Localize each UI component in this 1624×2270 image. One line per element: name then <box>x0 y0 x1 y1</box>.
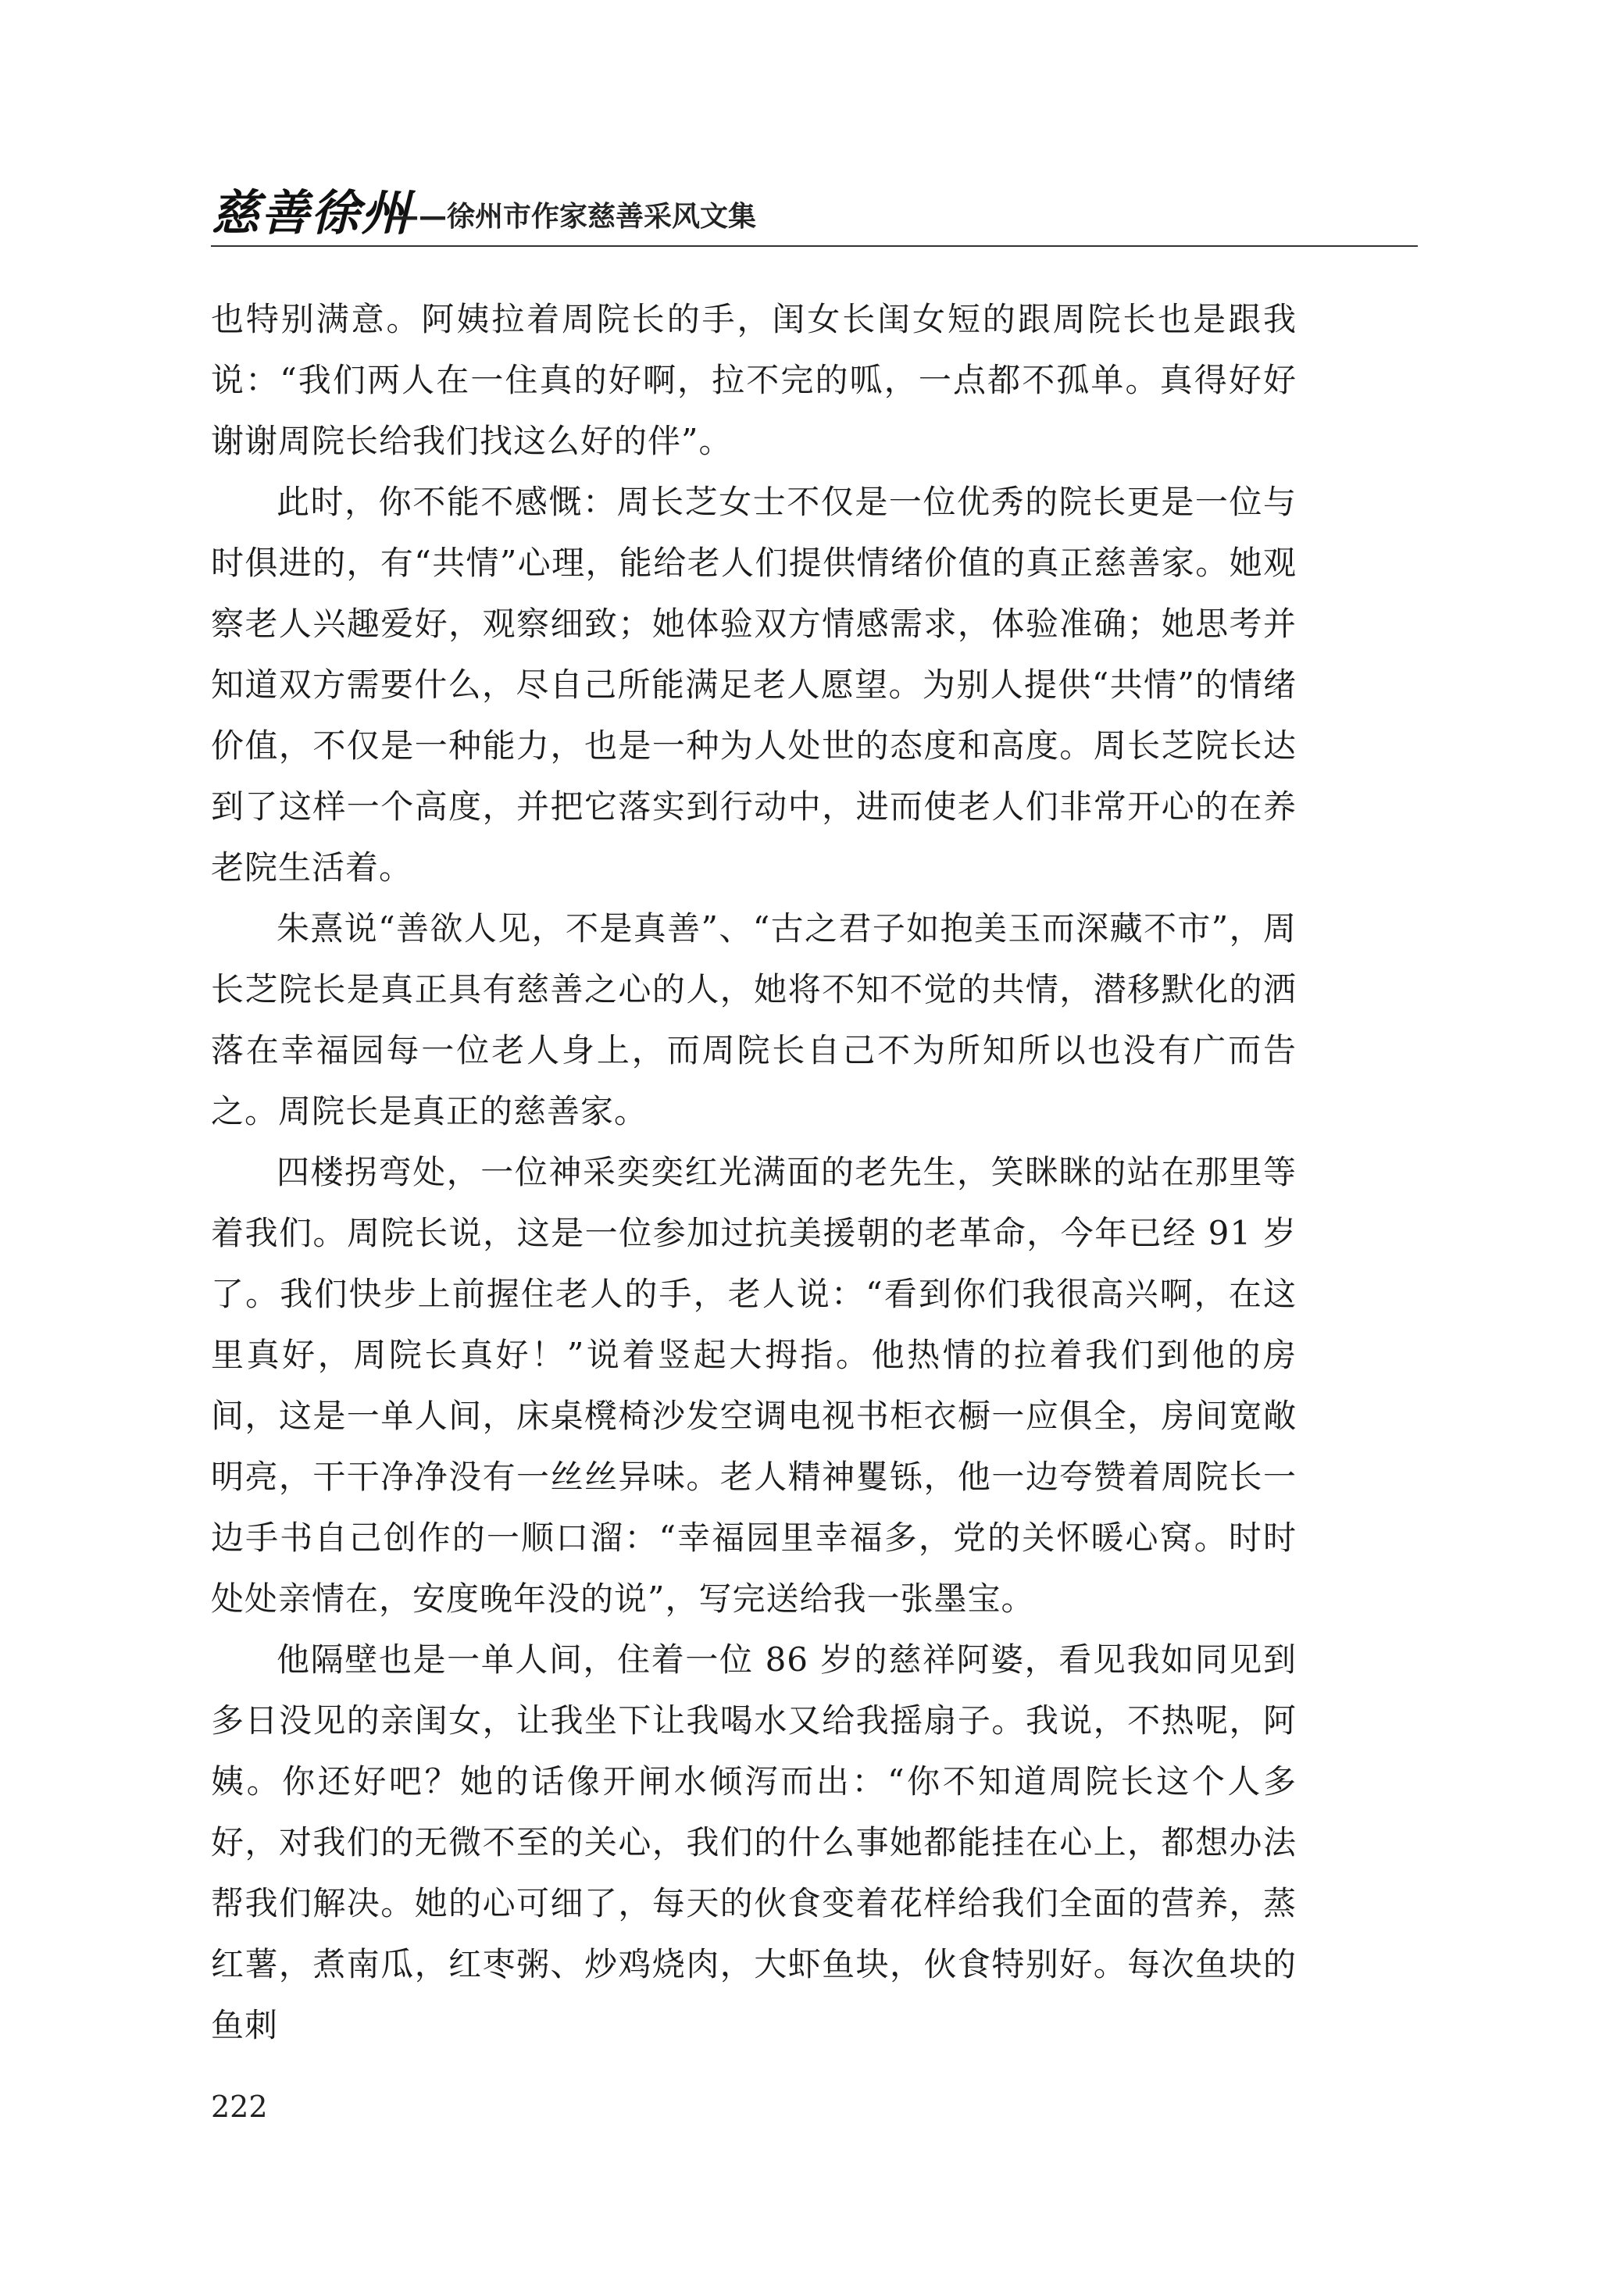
paragraph-continued: 也特别满意。阿姨拉着周院长的手，闺女长闺女短的跟周院长也是跟我说：“我们两人在一住真的好啊，拉不完的呱，一点都不孤单。真得好好谢谢周院长给我们找这么好的伴”。 <box>211 300 1297 460</box>
paragraph: 此时，你不能不感慨：周长芝女士不仅是一位优秀的院长更是一位与时俱进的，有“共情”心理，能给老人们提供情绪价值的真正慈善家。她观察老人兴趣爱好，观察细致；她体验双方情感需求，体验准确；她思考并知道双方需要什么，尽自己所能满足老人愿望。为别人提供“共情”的情绪价值，不仅是一种能力，也是一种为人处世的态度和高度。周长芝院长达到了这样一个高度，并把它落实到行动中，进而使老人们非常开心的在养老院生活着。 <box>211 483 1297 887</box>
page-body <box>211 289 1297 2056</box>
page-number: 222 <box>211 2090 268 2124</box>
header-divider <box>211 245 1418 247</box>
paragraph: 四楼拐弯处，一位神采奕奕红光满面的老先生，笑眯眯的站在那里等着我们。周院长说，这是一位参加过抗美援朝的老革命，今年已经 91 岁了。我们快步上前握住老人的手，老人说：“看到你们我很高兴啊，在这里真好，周院长真好！”说着竖起大拇指。他热情的拉着我们到他的房间，这是一单人间，床桌櫈椅沙发空调电视书柜衣橱一应俱全，房间宽敞明亮，干干净净没有一丝丝异味。老人精神矍铄，他一边夸赞着周院长一边手书自己创作的一顺口溜：“幸福园里幸福多，党的关怀暖心窝。时时处处亲情在，安度晚年没的说”，写完送给我一张墨宝。 <box>211 1153 1297 1618</box>
paragraph: 他隔壁也是一单人间，住着一位 86 岁的慈祥阿婆，看见我如同见到多日没见的亲闺女，让我坐下让我喝水又给我摇扇子。我说，不热呢，阿姨。你还好吧？她的话像开闸水倾泻而出：“你不知道周院长这个人多好，对我们的无微不至的关心，我们的什么事她都能挂在心上，都想办法帮我们解决。她的心可细了，每天的伙食变着花样给我们全面的营养，蒸红薯，煮南瓜，红枣粥、炒鸡烧肉，大虾鱼块，伙食特别好。每次鱼块的鱼刺 <box>211 1640 1297 2044</box>
book-logo-calligraphy: 慈善徐州 <box>211 184 412 241</box>
book-subtitle: ——徐州市作家慈善采风文集 <box>391 201 757 233</box>
running-header <box>211 180 1418 250</box>
paragraph: 朱熹说“善欲人见，不是真善”、“古之君子如抱美玉而深藏不市”，周长芝院长是真正具有慈善之心的人，她将不知不觉的共情，潜移默化的洒落在幸福园每一位老人身上，而周院长自己不为所知所以也没有广而告之。周院长是真正的慈善家。 <box>211 909 1297 1130</box>
